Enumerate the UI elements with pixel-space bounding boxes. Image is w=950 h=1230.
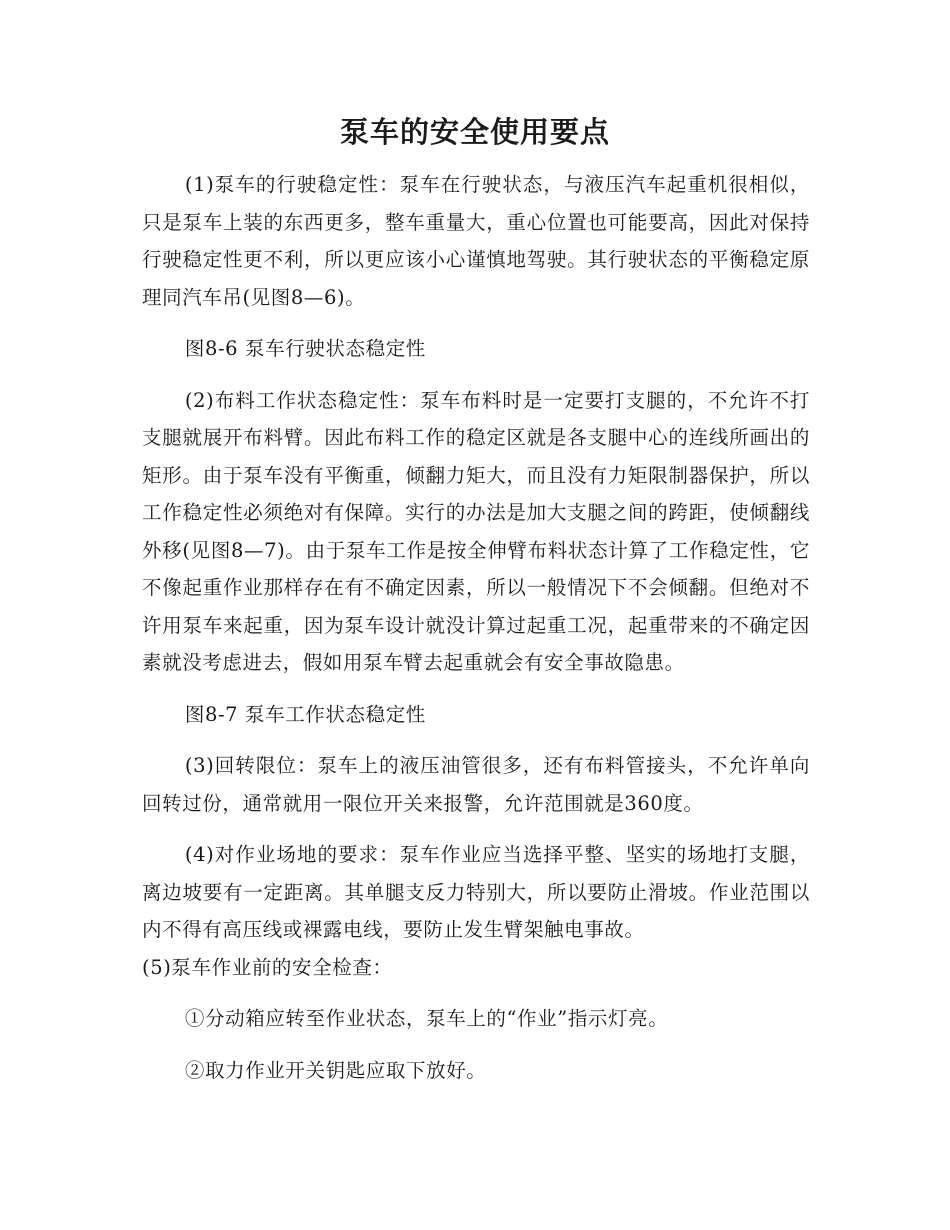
- paragraph-site-requirements: (4)对作业场地的要求：泵车作业应当选择平整、坚实的场地打支腿，离边坡要有一定距离。其单腿支反力特别大，所以要防止滑坡。作业范围以内不得有高压线或裸露电线，要防止发生臂架触电事故。: [142, 843, 810, 941]
- document-body: [142, 166, 810, 1089]
- figure-caption-8-7: 图8-7 泵车工作状态稳定性: [184, 702, 426, 726]
- figure-caption-8-6: 图8-6 泵车行驶状态稳定性: [184, 337, 426, 360]
- paragraph-driving-stability: (1)泵车的行驶稳定性：泵车在行驶状态，与液压汽车起重机很相似，只是泵车上装的东西更多，整车重量大，重心位置也可能要高，因此对保持行驶稳定性更不利，所以更应该小心谨慎地驾驶。其行驶状态的平衡稳定原理同汽车吊(见图8—6)。: [142, 173, 810, 309]
- list-item-transfer-case: ①分动箱应转至作业状态，泵车上的“作业”指示灯亮。: [184, 1007, 669, 1030]
- document-title: 泵车的安全使用要点: [339, 115, 610, 149]
- list-item-pto-key: ②取力作业开关钥匙应取下放好。: [184, 1058, 487, 1082]
- paragraph-pre-operation-check: (5)泵车作业前的安全检查：: [142, 955, 393, 979]
- paragraph-rotation-limit: (3)回转限位：泵车上的液压油管很多，还有布料管接头，不允许单向回转过份，通常就用一限位开关来报警，允许范围就是360度。: [142, 754, 810, 815]
- paragraph-working-stability: (2)布料工作状态稳定性：泵车布料时是一定要打支腿的，不允许不打支腿就展开布料臂。因此布料工作的稳定区就是各支腿中心的连线所画出的矩形。由于泵车没有平衡重，倾翻力矩大，而且没有力矩限制器保护，所以工作稳定性必须绝对有保障。实行的办法是加大支腿之间的跨距，使倾翻线外移(见图8—7)。由于泵车工作是按全伸臂布料状态计算了工作稳定性，它不像起重作业那样存在有不确定因素，所以一般情况下不会倾翻。但绝对不许用泵车来起重，因为泵车设计就没计算过起重工况，起重带来的不确定因素就没考虑进去，假如用泵车臂去起重就会有安全事故隐患。: [142, 388, 810, 674]
